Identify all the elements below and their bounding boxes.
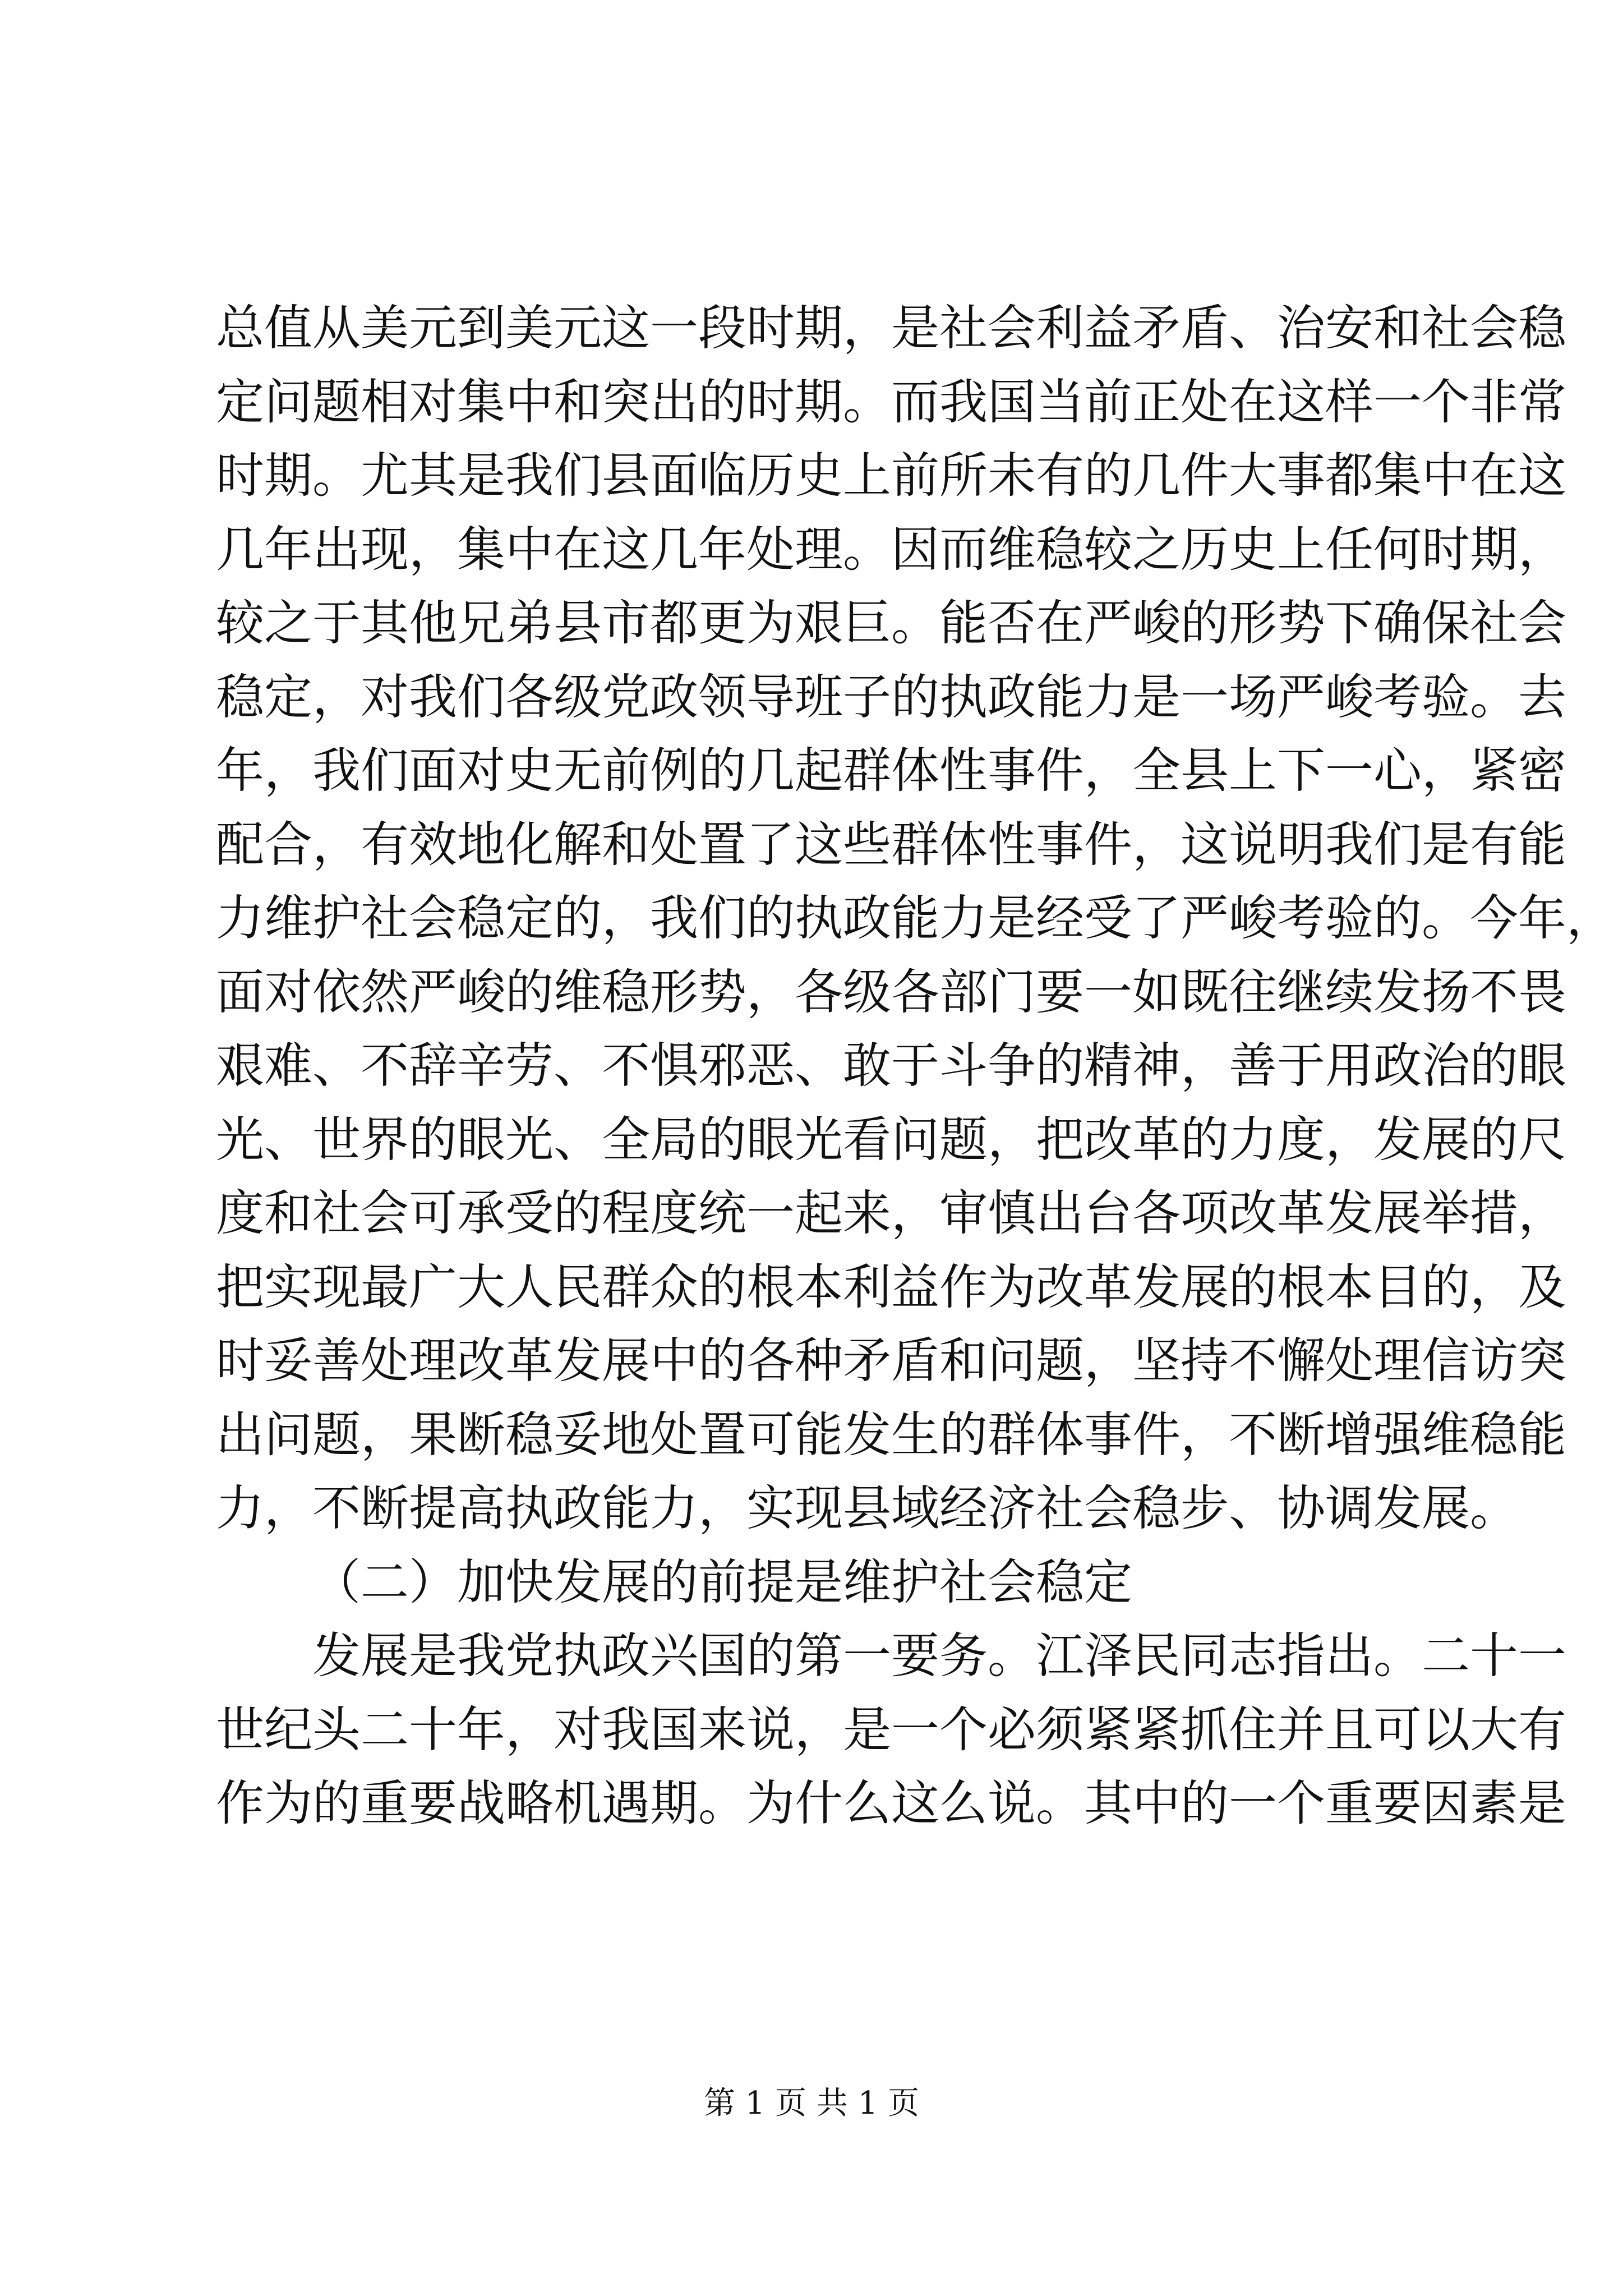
body-line: 时妥善处理改革发展中的各种矛盾和问题，坚持不懈处理信访突 — [216, 1333, 1566, 1389]
body-line: 定问题相对集中和突出的时期。而我国当前正处在这样一个非常 — [216, 374, 1566, 430]
document-body — [216, 292, 1615, 1841]
body-line: 较之于其他兄弟县市都更为艰巨。能否在严峻的形势下确保社会 — [216, 595, 1566, 651]
body-line: 年，我们面对史无前例的几起群体性事件，全县上下一心，紧密 — [216, 743, 1566, 799]
body-line: 力维护社会稳定的，我们的执政能力是经受了严峻考验的。今年， — [216, 890, 1615, 946]
body-line: 作为的重要战略机遇期。为什么这么说。其中的一个重要因素是 — [216, 1775, 1566, 1832]
body-line: 世纪头二十年，对我国来说，是一个必须紧紧抓住并且可以大有 — [216, 1701, 1566, 1758]
body-line: 艰难、不辞辛劳、不惧邪恶、敢于斗争的精神，善于用政治的眼 — [216, 1038, 1566, 1094]
page-footer: 第 1 页 共 1 页 — [703, 2085, 920, 2122]
section-heading: （二）加快发展的前提是维护社会稳定 — [312, 1554, 1132, 1611]
body-line: 力，不断提高执政能力，实现县域经济社会稳步、协调发展。 — [216, 1480, 1518, 1536]
body-line: 配合，有效地化解和处置了这些群体性事件，这说明我们是有能 — [216, 816, 1566, 873]
body-line: 面对依然严峻的维稳形势，各级各部门要一如既往继续发扬不畏 — [216, 964, 1566, 1020]
body-line: 把实现最广大人民群众的根本利益作为改革发展的根本目的，及 — [216, 1259, 1566, 1315]
body-line: 总值从美元到美元这一段时期，是社会利益矛盾、治安和社会稳 — [216, 300, 1566, 356]
body-line: 度和社会可承受的程度统一起来，审慎出台各项改革发展举措， — [216, 1185, 1566, 1241]
body-line: 几年出现，集中在这几年处理。因而维稳较之历史上任何时期， — [216, 521, 1566, 578]
body-line: 稳定，对我们各级党政领导班子的执政能力是一场严峻考验。去 — [216, 669, 1566, 725]
body-line: 出问题，果断稳妥地处置可能发生的群体事件，不断增强维稳能 — [216, 1406, 1566, 1463]
body-line: 时期。尤其是我们县面临历史上前所未有的几件大事都集中在这 — [216, 448, 1566, 504]
body-line: 光、世界的眼光、全局的眼光看问题，把改革的力度，发展的尺 — [216, 1111, 1566, 1168]
body-line: 发展是我党执政兴国的第一要务。江泽民同志指出。二十一 — [312, 1628, 1566, 1684]
